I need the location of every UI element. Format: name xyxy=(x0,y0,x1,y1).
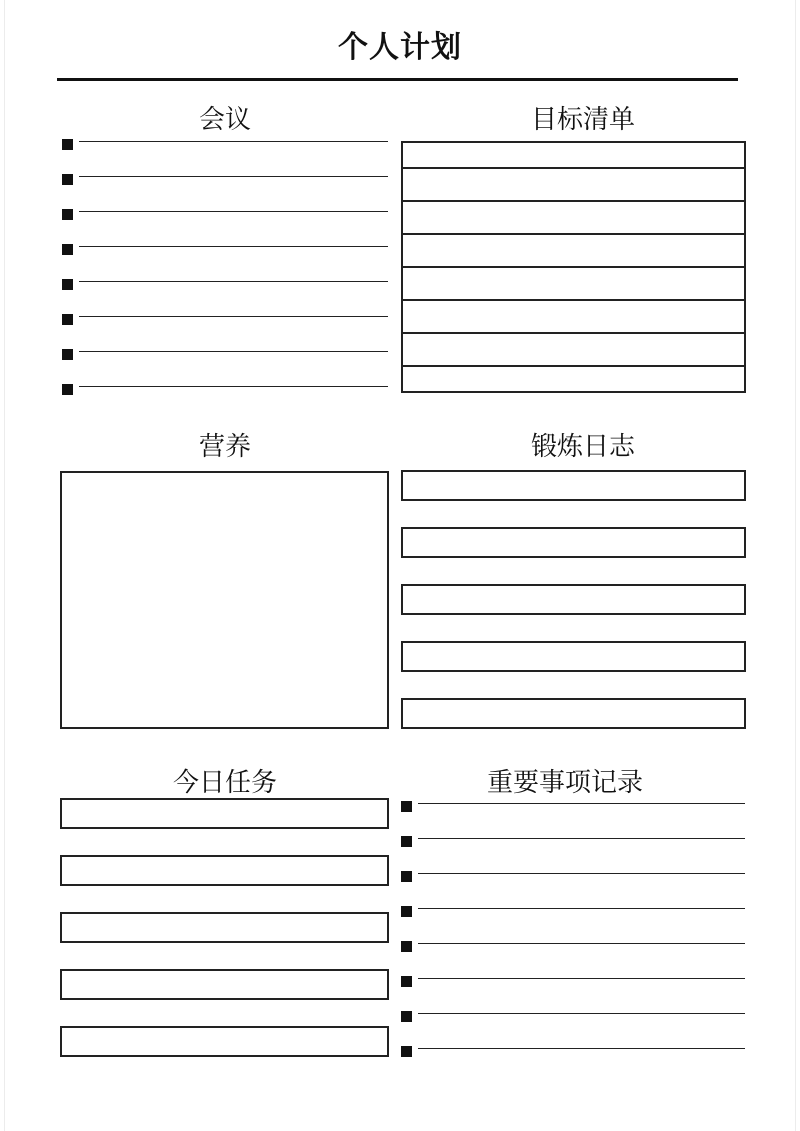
writing-line xyxy=(79,211,388,212)
note-line-item[interactable] xyxy=(401,836,745,850)
bullet-square-icon xyxy=(401,836,412,847)
writing-line xyxy=(79,351,388,352)
goal-row[interactable] xyxy=(403,169,744,202)
writing-line xyxy=(418,908,745,909)
meeting-line-item[interactable] xyxy=(62,384,388,398)
bullet-square-icon xyxy=(62,384,73,395)
page-title: 个人计划 xyxy=(338,30,462,65)
writing-line xyxy=(418,873,745,874)
today-task-entry[interactable] xyxy=(60,912,389,943)
exercise-log-entry[interactable] xyxy=(401,584,746,615)
meeting-line-item[interactable] xyxy=(62,244,388,258)
exercise-log-entry[interactable] xyxy=(401,527,746,558)
nutrition-box[interactable] xyxy=(60,471,389,729)
goal-row[interactable] xyxy=(403,301,744,334)
bullet-square-icon xyxy=(62,209,73,220)
bullet-square-icon xyxy=(62,314,73,325)
note-line-item[interactable] xyxy=(401,906,745,920)
writing-line xyxy=(418,838,745,839)
writing-line xyxy=(418,803,745,804)
bullet-square-icon xyxy=(401,941,412,952)
writing-line xyxy=(79,316,388,317)
goal-row[interactable] xyxy=(403,268,744,301)
today-task-entry[interactable] xyxy=(60,855,389,886)
nutrition-title: 营养 xyxy=(198,432,251,462)
note-line-item[interactable] xyxy=(401,976,745,990)
writing-line xyxy=(418,1048,745,1049)
exercise-log-entry[interactable] xyxy=(401,698,746,729)
bullet-square-icon xyxy=(62,349,73,360)
meeting-line-item[interactable] xyxy=(62,209,388,223)
meetings-title: 会议 xyxy=(198,105,251,135)
bullet-square-icon xyxy=(401,1011,412,1022)
writing-line xyxy=(79,386,388,387)
goals-table[interactable] xyxy=(401,141,746,393)
meeting-line-item[interactable] xyxy=(62,174,388,188)
bullet-square-icon xyxy=(401,801,412,812)
exercise-log-entry[interactable] xyxy=(401,641,746,672)
meeting-line-item[interactable] xyxy=(62,279,388,293)
title-divider xyxy=(57,78,738,81)
meeting-line-item[interactable] xyxy=(62,349,388,363)
writing-line xyxy=(418,978,745,979)
bullet-square-icon xyxy=(62,139,73,150)
goal-row[interactable] xyxy=(403,202,744,235)
goal-row[interactable] xyxy=(403,334,744,367)
bullet-square-icon xyxy=(62,174,73,185)
bullet-square-icon xyxy=(62,244,73,255)
goal-row[interactable] xyxy=(403,367,744,400)
today-task-entry[interactable] xyxy=(60,1026,389,1057)
bullet-square-icon xyxy=(401,976,412,987)
note-line-item[interactable] xyxy=(401,1011,745,1025)
goal-row[interactable] xyxy=(403,235,744,268)
writing-line xyxy=(418,1013,745,1014)
today-task-entry[interactable] xyxy=(60,798,389,829)
note-line-item[interactable] xyxy=(401,941,745,955)
note-line-item[interactable] xyxy=(401,801,745,815)
goal-row[interactable] xyxy=(403,143,744,169)
meeting-line-item[interactable] xyxy=(62,139,388,153)
bullet-square-icon xyxy=(401,906,412,917)
goals-title: 目标清单 xyxy=(530,105,635,135)
today-tasks-title: 今日任务 xyxy=(172,768,277,798)
note-line-item[interactable] xyxy=(401,871,745,885)
writing-line xyxy=(418,943,745,944)
bullet-square-icon xyxy=(62,279,73,290)
today-task-entry[interactable] xyxy=(60,969,389,1000)
bullet-square-icon xyxy=(401,1046,412,1057)
exercise-log-entry[interactable] xyxy=(401,470,746,501)
writing-line xyxy=(79,246,388,247)
writing-line xyxy=(79,141,388,142)
note-line-item[interactable] xyxy=(401,1046,745,1060)
bullet-square-icon xyxy=(401,871,412,882)
writing-line xyxy=(79,281,388,282)
meeting-line-item[interactable] xyxy=(62,314,388,328)
writing-line xyxy=(79,176,388,177)
exercise-log-title: 锻炼日志 xyxy=(530,432,635,462)
important-notes-title: 重要事项记录 xyxy=(486,768,643,798)
